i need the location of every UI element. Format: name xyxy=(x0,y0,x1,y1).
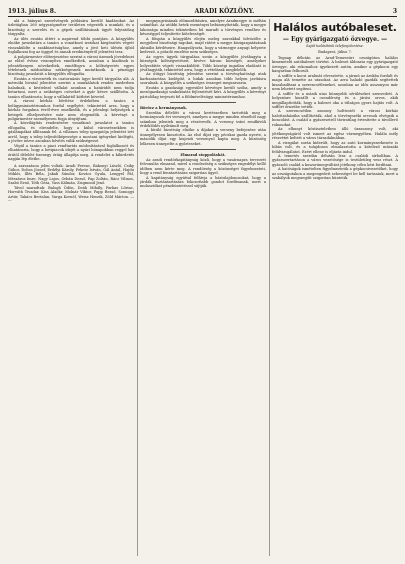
section-separator xyxy=(170,102,236,103)
paragraph: Tegnap délután az Arad-Temesvári országúton halálos kimenetelű autóbaleset történt. A baleset áldozata egy gyárigazgató özvegye, aki rokonaihoz igyekezett autón, amikor a gépkocsi egy kanyarban felborult. xyxy=(272,56,398,74)
paragraph: Az ülés ezután áttért a napirend többi pontjára. A közgyűlés elnöke javaslatára a tanács a vonatkozó iratokat kiegészítés végett visszaküldte a szakbizottsághoz, amely a jövő heti ülésén újból foglalkozni fog az üggyel és annak eredményéről jelentést tesz. xyxy=(8,36,134,55)
column-middle xyxy=(140,19,266,189)
paragraph: A főispán a közgyűlés elején meleg szavakkal üdvözölte a megjelent bizottsági tagokat, majd rátért a megye közigazgatásának aktuális kérdéseire. Hangsúlyozta, hogy a vármegye anyagi helyzete kedvező, a pótadó emelése nem szükséges. xyxy=(140,36,266,55)
column-divider xyxy=(269,19,270,556)
paragraph: Ezután a gazdasági egyesület kérvénye került szóba, amely a mezőgazdasági szakoktatás fejlesztését kéri. A közgyűlés a kérvényt pártolólag terjeszti fel a földmívelésügyi minisztériumhoz. xyxy=(140,85,266,99)
paragraph: Végül a tanács a piaci rendtartás módosításával foglalkozott és elhatározta, hogy a hetipiacok idejét a nyári hónapokban reggel hat órától délelőtt tizenegy óráig állapítja meg. A rendelet a kihirdetés napján lép életbe. xyxy=(8,143,134,162)
paragraph: Az aradi rendőrkapitányság közli, hogy a vasárnapra tervezett felvonulás elmarad, mivel a rendezőség a szükséges engedélyt kellő időben nem kérte meg. A rendőrség a közönséget figyelmezteti, hogy a rend fenntartására szigorúan ügyel. xyxy=(140,157,266,176)
paragraph: A soffőr a kocsi uralmát elvesztette, a jármű az árokba fordult és maga alá temette az utasokat. Az arra haladó gazdák segítettek kiszabadítani a szerencsétleneket, azonban az idős asszonyon már nem lehetett segíteni. xyxy=(272,73,398,92)
paragraph: A kapitányság egyúttal felhívja a háztulajdonosokat, hogy a járdák tisztántartására fokozottabb gondot fordítsanak, mert a mulasztókat pénzbüntetéssel sújtják. xyxy=(140,175,266,189)
paragraph: A vizsgálat során kiderült, hogy az autó kormányszerkezete is hibás volt, és a tulajdonos elmulasztotta a kötelező műszaki felülvizsgálatot. Ezért ellene is eljárás indul. xyxy=(272,140,398,154)
column-divider xyxy=(137,19,138,556)
paragraph: A temetés szerdán délután lesz a családi sírboltban. A gyászszertartáson a város vezetősége is testületileg vesz részt. A gyászoló család a koszorúmegváltást jótékony célra kéri fordítani. xyxy=(272,153,398,167)
paragraph: A hatóságok ismételten figyelmeztetik a gépkocsivezetőket, hogy az országutakon a megengedett sebességet be kell tartaniuk, mert a szabályok megszegőit szigorúan büntetik. xyxy=(272,167,398,181)
paragraph: megnyugvásának előmozdítására, amelyre Aradmegye is méltán számíthat. Az utóbbi hetek eseményei bebizonyították, hogy a megye lakossága minden tekintetben hű maradt a törvényes rendhez és készséggel teljesítette kötelességét. xyxy=(140,19,266,37)
header-page-number: 3 xyxy=(392,7,397,15)
paragraph: A városi kórház bővítése érdekében a tanács a belügyminisztériumhoz fordul segélyért, tekintettel arra, hogy a kórház forgalma évről-évre emelkedik, és a jelenlegi helyiségek a betegek elhelyezésére már nem elegendők. A kérvényt a polgármester személyesen fogja átnyújtani. xyxy=(8,99,134,121)
paragraph: A bíráló bizottság elnöke a díjakat a verseny befejezése után ünnepélyesen kiosztotta. Az első díjat egy pécskai gazda nyerte, a második díjat egy kisjenői versenyző kapta meg. A közönség lelkesen ünnepelte a győzteseket. xyxy=(140,128,266,146)
article-headline: Halálos autóbaleset. xyxy=(273,21,397,34)
paragraph: Az útügyi bizottság jelentése szerint a törvényhatósági utak karbantartása kielégítő, a hidak azonban több helyen javításra szorulnak. A közgyűlés a szükséges összeget megszavazta. xyxy=(140,72,266,86)
page-header xyxy=(8,6,397,16)
paragraph: A szerencsétlen asszony holttestét a városi kórház halottasházába szállították, ahol a törvényszéki orvosok elvégzik a boncolást. A család a gyászesetről táviratilag értesítette a távollevő rokonokat. xyxy=(272,109,398,127)
column-left xyxy=(8,19,134,204)
section-heading: Böröcz a hermányosok. xyxy=(140,106,187,111)
paragraph: A soffőr és a másik utas könnyebb sérüléseket szenvedett. A helyszínre kiszállt a csendőrség és a járási orvos, akik megállapították, hogy a baleset oka a túlságos gyors hajtás volt. A soffőrt őrizetbe vették. xyxy=(272,91,398,109)
paragraph: Az elhunyt köztiszteletben álló úrasszony volt, aki jótékonyságáról volt ismert az egész vármegyében. Halála mély részvétet keltett a város társadalmában. xyxy=(272,127,398,141)
paragraph: A polgármester előterjesztése szerint a városi üzemek jövedelmei az előző évhez viszonyítva emelkedtek, azonban a kiadások is jelentékenyen növekedtek, ennélfogva a költségvetés egyes tételeinek módosítása szükségesnek mutatkozik. A pénzügyi bizottság javaslatát a közgyűlés elfogadta. xyxy=(8,54,134,77)
paragraph: Ezután a vízvezeték és csatornázás ügye került tárgyalás alá. A mérnöki hivatal jelentése szerint a munkálatok rendes mederben haladnak, a kivitelező vállalat azonban a határidőt nem tudja betartani, mert a szükséges csöveket a gyár késve szállította. A tanács elhatározta, hogy a vállalattól kötbért követel. xyxy=(8,76,134,99)
article-byline: Saját tudósítónk telefonjelentése. xyxy=(306,44,364,48)
header-date: 1913. július 8. xyxy=(8,7,57,15)
paragraph: Szerdán délelőtt a városi kertészetben tartották meg a hermányosok évi versenyét, amelyen a megye minden részéből nagy számban jelentek meg a résztvevők. A verseny iránt rendkívüli érdeklődés nyilvánult meg. xyxy=(140,110,266,128)
absentee-list: Távol maradtak: Balogh Ödön, Deák Mihály, Farkas Lőrinc, Horváth Tivadar, Kiss Aladár, Molnár Viktor, Papp Rezső, Somogyi Artúr, Takács Bertalan, Varga Kornél, Weisz Henrik, Zöld Márton. — --- xyxy=(8,185,134,204)
header-title: ARADI KÖZLÖNY. xyxy=(194,7,255,15)
attendee-list: A szavazáson jelen voltak: Aradi Ferenc, Bakonyi László, Csiky Gábor, Dobos József, Erdélyi Károly, Fekete István, Gál Antal, Hajdu Miklós, Illés Béla, Jakab Sándor, Kovács Gyula, Lengyel Pál, Mészáros Imre, Nagy Lajos, Orbán Dezső, Pap Zoltán, Rácz Vilmos, Szabó Ernő, Tóth Géza, Vass Kálmán, Zsigmond Jenő. xyxy=(8,163,134,186)
paragraph: alá a hiányzó szerelvények pótlására kerülő kiadásokat. Az üzletágban 260 négyszögméter területen végezték a munkát, és a bizottság a szerelés és a gépek szállításának ügyét folytatólag tárgyalta. xyxy=(8,19,134,37)
article-dateline: Budapest, július 7. xyxy=(318,50,352,54)
article-subheadline: — Egy gyárigazgató özvegye. — xyxy=(282,36,388,43)
paragraph: A közvilágítás rendezésére vonatkozó javaslatot a tanács elfogadta, és elrendelte, hogy a külső városrészekben is gázlámpákat állítsanak fel. A villamos telep igazgatója jelentést tett arról, hogy a telep teljesítőképessége a mostani igényeket kielégíti, a jövőre nézve azonban bővítés válik szükségessé. xyxy=(8,121,134,144)
header-rule xyxy=(8,16,397,17)
section-separator xyxy=(170,149,236,150)
paragraph: Az egyes ügyek tárgyalása során a közgyűlés jóváhagyta a községek költségvetéseit, kivéve három községét, amelyeket helyesbítés végett visszaküldött. Több községi ingatlan eladását is jóváhagyták, tekintettel arra, hogy a vételárak megfelelők. xyxy=(140,54,266,72)
column-right xyxy=(272,19,398,181)
section-heading: Elmarad stoppoláshát. xyxy=(180,153,226,158)
